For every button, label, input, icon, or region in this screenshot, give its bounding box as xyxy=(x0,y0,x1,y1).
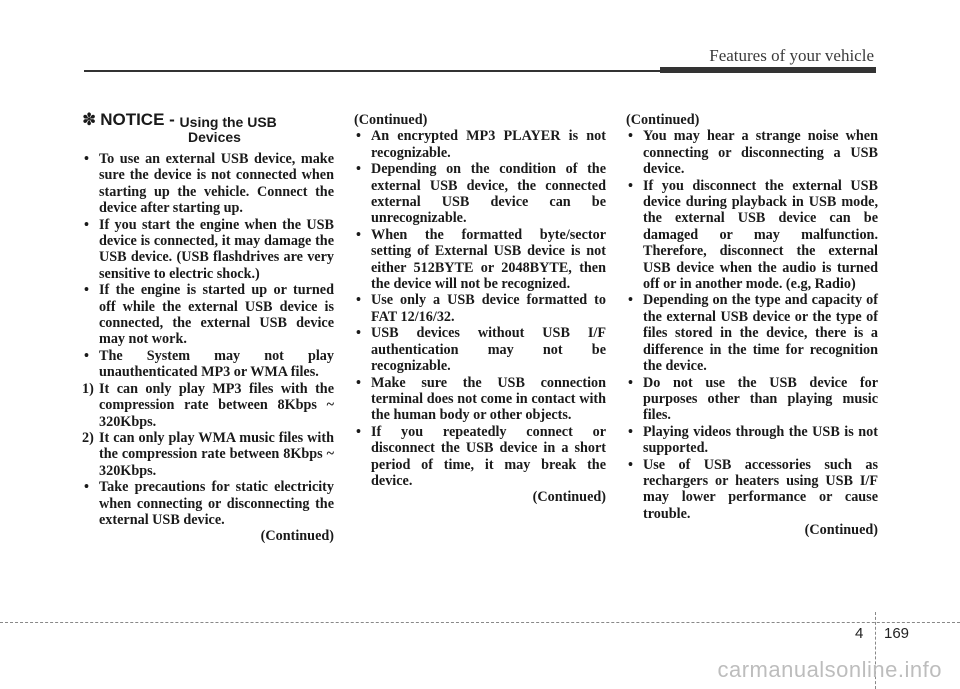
chapter-number: 4 xyxy=(855,625,864,642)
continued-label: (Continued) xyxy=(804,522,878,539)
footer-rule xyxy=(0,622,960,623)
list-item xyxy=(354,424,606,490)
col1-numbered-list xyxy=(82,381,334,479)
bullet-icon: • xyxy=(84,282,89,299)
list-item xyxy=(82,217,334,283)
list-item xyxy=(354,325,606,374)
list-item-text: You may hear a strange noise when connecting or disconnecting a USB device. xyxy=(643,128,878,178)
col1-bullet-list xyxy=(82,151,334,381)
bullet-icon: • xyxy=(628,423,633,440)
bullet-icon: • xyxy=(628,177,633,194)
bullet-icon: • xyxy=(356,374,361,391)
col3-bullet-list xyxy=(626,128,878,522)
continued-header: (Continued) xyxy=(626,112,700,128)
header-rule xyxy=(84,70,876,72)
bullet-icon: • xyxy=(628,374,633,391)
list-item-text: If you repeatedly connect or disconnect the USB device in a short period of time, it may break the device. xyxy=(371,423,606,489)
bullet-icon: • xyxy=(628,292,633,309)
list-item xyxy=(354,375,606,424)
bullet-icon: • xyxy=(356,128,361,145)
list-item xyxy=(82,479,334,528)
bullet-icon: • xyxy=(84,151,89,167)
item-number: 1) xyxy=(82,380,94,397)
list-item xyxy=(82,282,334,348)
continued-label: (Continued) xyxy=(532,489,606,506)
notice-subtitle-1: Using the USB xyxy=(179,114,277,130)
list-item-text: To use an external USB device, make sure the device is not connected when starting up the vehicle. Connect the device after starting up. xyxy=(99,151,334,217)
list-item xyxy=(354,161,606,227)
notice-label: NOTICE - xyxy=(100,110,180,129)
list-item-text: If you start the engine when the USB device is connected, it may damage the USB device. (USB flashdrives are very sensitive to electric shock.) xyxy=(99,216,334,282)
list-item xyxy=(626,424,878,457)
notice-subtitle-2: Devices xyxy=(188,129,241,145)
list-item-text: Do not use the USB device for purposes other than playing music files. xyxy=(643,374,878,424)
column-2 xyxy=(354,112,606,506)
list-item xyxy=(82,348,334,381)
list-item xyxy=(626,128,878,177)
bullet-icon: • xyxy=(356,226,361,243)
numbered-item xyxy=(82,430,334,479)
col1-bullet-list-2 xyxy=(82,479,334,528)
list-item xyxy=(626,457,878,523)
notice-heading xyxy=(82,112,334,145)
list-item-text: If the engine is started up or turned off while the external USB device is connected, the external USB device may not work. xyxy=(99,282,334,348)
bullet-icon: • xyxy=(628,128,633,145)
column-1 xyxy=(82,112,334,545)
list-item-text: Use only a USB device formatted to FAT 12/16/32. xyxy=(371,292,606,325)
item-number: 2) xyxy=(82,429,94,446)
column-3 xyxy=(626,112,878,539)
bullet-icon: • xyxy=(356,325,361,342)
bullet-icon: • xyxy=(84,216,89,233)
bullet-icon: • xyxy=(84,479,89,496)
notice-asterisk-icon: ✽ xyxy=(82,110,97,129)
watermark: carmanualsonline.info xyxy=(717,657,942,682)
list-item-text: Depending on the type and capacity of the external USB device or the type of files stored in the device, there is a difference in the time for recognition the device. xyxy=(643,292,878,375)
bullet-icon: • xyxy=(84,347,89,364)
numbered-item-text: It can only play WMA music files with the compression rate between 8Kbps ~ 320Kbps. xyxy=(99,429,334,479)
list-item-text: Take precautions for static electricity when connecting or disconnecting the external USB device. xyxy=(99,479,334,528)
page-number: 169 xyxy=(884,625,910,642)
list-item xyxy=(354,292,606,325)
list-item-text: The System may not play unauthenticated MP3 or WMA files. xyxy=(99,347,334,381)
numbered-item xyxy=(82,381,334,430)
list-item-text: An encrypted MP3 PLAYER is not recognizable. xyxy=(371,128,606,161)
list-item xyxy=(354,227,606,293)
bullet-icon: • xyxy=(628,456,633,473)
continued-label: (Continued) xyxy=(260,528,334,545)
list-item xyxy=(626,178,878,293)
continued-header: (Continued) xyxy=(354,112,428,128)
list-item xyxy=(626,375,878,424)
list-item xyxy=(354,128,606,161)
numbered-item-text: It can only play MP3 files with the compression rate between 8Kbps ~ 320Kbps. xyxy=(99,380,334,430)
list-item-text: Use of USB accessories such as rechargers or heaters using USB I/F may lower performance or cause trouble. xyxy=(643,456,878,522)
list-item-text: Make sure the USB connection terminal does not come in contact with the human body or other objects. xyxy=(371,374,606,424)
list-item-text: Depending on the condition of the external USB device, the connected external USB device can be unrecognizable. xyxy=(371,161,606,227)
bullet-icon: • xyxy=(356,161,361,178)
bullet-icon: • xyxy=(356,423,361,440)
list-item-text: When the formatted byte/sector setting of External USB device is not either 512BYTE or 2048BYTE, then the device will not be recognized. xyxy=(371,226,606,293)
list-item-text: USB devices without USB I/F authentication may not be recognizable. xyxy=(371,325,606,375)
list-item-text: If you disconnect the external USB device during playback in USB mode, the external USB device can be damaged or may malfunction. Therefore, disconnect the external USB device when the audio is turned off or in another mode. (e.g, Radio) xyxy=(643,177,878,293)
list-item xyxy=(82,151,334,217)
page-header-title: Features of your vehicle xyxy=(709,46,874,65)
list-item-text: Playing videos through the USB is not supported. xyxy=(643,423,878,457)
col2-bullet-list xyxy=(354,128,606,489)
list-item xyxy=(626,292,878,374)
bullet-icon: • xyxy=(356,292,361,309)
